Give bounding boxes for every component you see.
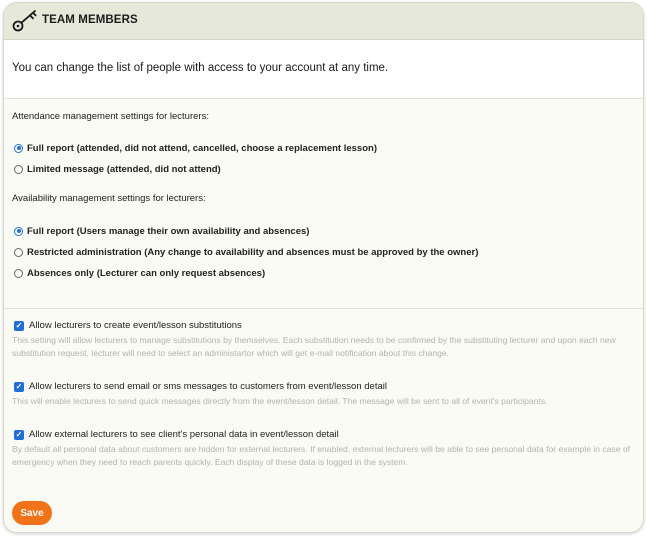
- availability-settings-label: Availability management settings for lecturers:: [12, 193, 206, 204]
- availability-option-label: Absences only (Lecturer can only request absences): [27, 267, 266, 279]
- radio-unselected-icon[interactable]: [14, 248, 23, 257]
- permission-label: Allow external lecturers to see client's personal data in event/lesson detail: [29, 429, 339, 440]
- intro-text: You can change the list of people with access to your account at any time.: [12, 62, 389, 74]
- permission-send-messages[interactable]: [14, 380, 387, 393]
- radio-unselected-icon[interactable]: [14, 165, 23, 174]
- intro-section: [4, 40, 643, 99]
- availability-option-absences-only[interactable]: [14, 266, 265, 280]
- team-members-panel: [3, 2, 644, 533]
- availability-option-label: Restricted administration (Any change to availability and absences must be approved by the owner): [27, 246, 479, 258]
- save-button[interactable]: Save: [12, 501, 52, 525]
- attendance-option-label: Full report (attended, did not attend, cancelled, choose a replacement lesson): [27, 142, 377, 154]
- checkbox-checked-icon[interactable]: ✓: [15, 429, 23, 439]
- checkbox-checked-icon[interactable]: ✓: [15, 381, 23, 391]
- availability-option-label: Full report (Users manage their own availability and absences): [27, 225, 310, 237]
- radio-selected-icon[interactable]: [14, 144, 23, 153]
- permission-description: This will enable lecturers to send quick messages directly from the event/lesson detail. The message will be sent to all of event's participants.: [12, 396, 548, 406]
- key-icon: [11, 8, 39, 34]
- availability-option-full-report[interactable]: [14, 224, 309, 238]
- permission-external-personal-data[interactable]: [14, 428, 339, 441]
- radio-selected-icon[interactable]: [14, 227, 23, 236]
- radio-unselected-icon[interactable]: [14, 269, 23, 278]
- section-divider: [4, 308, 643, 309]
- attendance-option-label: Limited message (attended, did not attend): [27, 163, 221, 175]
- permission-description: This setting will allow lecturers to manage substitutions by themselves. Each substitution needs to be confirmed by the substituting lecturer and upon each new substitution request, lecturer will need to select an administartor which will get e-mail notification about this change.: [12, 335, 616, 358]
- attendance-settings-label: Attendance management settings for lecturers:: [12, 111, 209, 122]
- permission-description: By default all personal data about customers are hidden for external lecturers. If enabled, external lecturers will be able to see personal data for example in case of emergency when they need to reach parents quickly. Each display of these data is logged in the system.: [12, 444, 631, 467]
- attendance-option-full-report[interactable]: [14, 141, 377, 155]
- checkbox-checked-icon[interactable]: ✓: [15, 320, 23, 330]
- availability-option-restricted[interactable]: [14, 245, 478, 259]
- panel-title: TEAM MEMBERS: [42, 14, 138, 26]
- attendance-option-limited-message[interactable]: [14, 162, 221, 176]
- permission-label: Allow lecturers to create event/lesson substitutions: [29, 320, 242, 331]
- permission-label: Allow lecturers to send email or sms messages to customers from event/lesson detail: [29, 381, 387, 392]
- permission-substitutions[interactable]: [14, 319, 242, 332]
- panel-header: [4, 3, 643, 40]
